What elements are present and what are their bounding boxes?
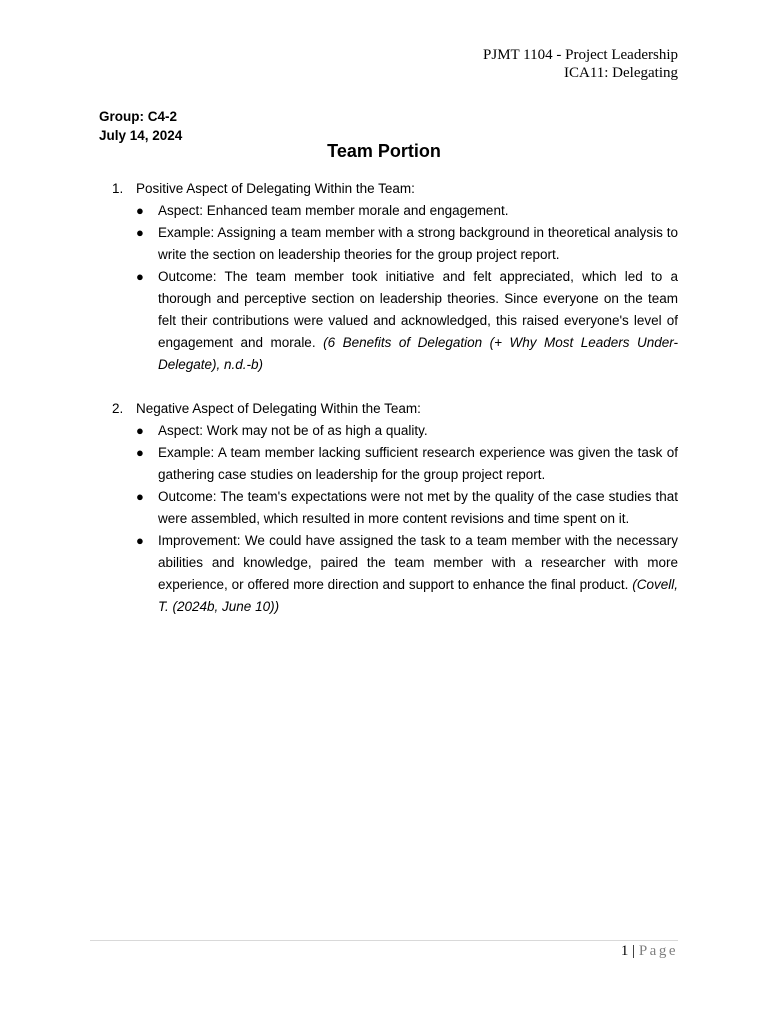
document-body	[112, 178, 678, 640]
list-item	[136, 200, 678, 222]
bullet-icon: ●	[136, 269, 144, 284]
bullet-text: Aspect: Enhanced team member morale and engagement.	[158, 203, 509, 218]
page-footer	[621, 943, 678, 960]
citation: (6 Benefits of Delegation (+ Why Most Leaders Under-Delegate), n.d.-b)	[158, 335, 678, 372]
bullet-text: Example: Assigning a team member with a strong background in theoretical analysis to write the section on leadership theories for the group project report.	[158, 225, 678, 262]
section-heading	[112, 398, 678, 420]
bullet-list	[112, 200, 678, 376]
bullet-icon: ●	[136, 533, 144, 548]
page-number: 1	[620, 943, 629, 959]
date-label: July 14, 2024	[99, 128, 183, 143]
bullet-icon: ●	[136, 423, 144, 438]
list-item	[136, 420, 678, 442]
page-title: Team Portion	[327, 141, 441, 161]
list-item	[136, 266, 678, 376]
section-negative	[112, 398, 678, 618]
document-meta	[99, 107, 182, 145]
group-label: Group: C4-2	[99, 109, 178, 124]
bullet-text: Aspect: Work may not be of as high a quality.	[158, 423, 428, 438]
section-positive	[112, 178, 678, 376]
section-heading	[112, 178, 678, 200]
bullet-text: Outcome: The team's expectations were not met by the quality of the case studies that were assembled, which resulted in more content revisions and time spent on it.	[158, 489, 678, 526]
bullet-text-wrap	[158, 266, 678, 376]
bullet-icon: ●	[136, 225, 144, 240]
bullet-text: Improvement: We could have assigned the task to a team member with the necessary abilities and knowledge, paired the team member with a researcher with more experience, or offered more direction and support to enhance the final product.	[158, 533, 678, 592]
citation: (Covell, T. (2024b, June 10))	[158, 577, 678, 614]
bullet-text-wrap	[158, 530, 678, 618]
list-item	[136, 486, 678, 530]
footer-divider	[90, 940, 678, 941]
course-title: PJMT 1104 - Project Leadership	[483, 47, 678, 63]
page-header	[483, 46, 678, 82]
section-number: 1.	[112, 181, 124, 196]
bullet-icon: ●	[136, 489, 144, 504]
list-item	[136, 442, 678, 486]
section-heading-text: Negative Aspect of Delegating Within the Team:	[136, 401, 421, 416]
section-heading-text: Positive Aspect of Delegating Within the Team:	[136, 181, 415, 196]
assignment-title: ICA11: Delegating	[563, 65, 678, 81]
bullet-icon: ●	[136, 445, 144, 460]
bullet-text: Example: A team member lacking sufficient research experience was given the task of gathering case studies on leadership for the group project report.	[158, 445, 678, 482]
page-separator: |	[632, 943, 636, 959]
page-label: Page	[638, 943, 678, 959]
bullet-text: Outcome: The team member took initiative and felt appreciated, which led to a thorough and perceptive section on leadership theories. Since everyone on the team felt their contributions were valued and acknowledged, this raised everyone's level of engagement and morale.	[158, 269, 678, 350]
bullet-list	[112, 420, 678, 618]
list-item	[136, 530, 678, 618]
bullet-icon: ●	[136, 203, 144, 218]
list-item	[136, 222, 678, 266]
section-number: 2.	[112, 401, 124, 416]
